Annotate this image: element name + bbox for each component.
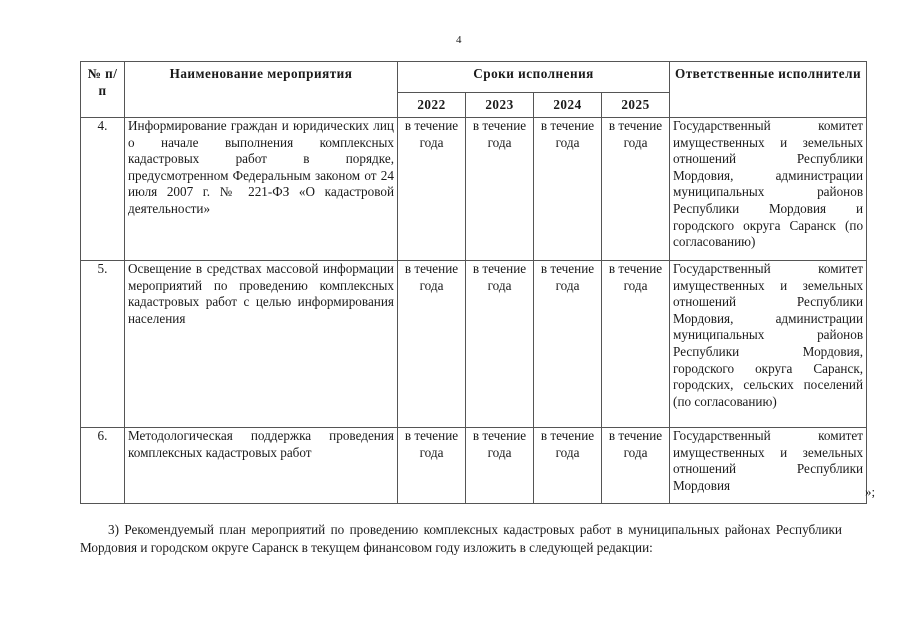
term-cell: в течение года	[398, 428, 466, 504]
row-number: 6.	[81, 428, 125, 504]
header-year: 2022	[398, 93, 466, 118]
measure-name: Информирование граждан и юридических лиц о начале выполнения комплексных кадастровых работ в порядке, предусмотренном Федеральным законом от 24 июля 2007 г. № 221-ФЗ «О кадастровой деятельности»	[125, 118, 398, 261]
term-cell: в течение года	[602, 118, 670, 261]
body-paragraph: 3) Рекомендуемый план мероприятий по проведению комплексных кадастровых работ в муниципальных районах Республики Мордовия и городском округе Саранск в текущем финансовом году изложить в следующей редакции:	[80, 522, 842, 555]
responsible-executors: Государственный комитет имущественных и земельных отношений Республики Мордовия, администрации муниципальных районов Республики Мордовия и городского округа Саранск (по согласованию)	[670, 118, 867, 261]
responsible-executors: Государственный комитет имущественных и земельных отношений Республики Мордовия	[670, 428, 867, 504]
header-year: 2025	[602, 93, 670, 118]
measure-name: Освещение в средствах массовой информации мероприятий по проведению комплексных кадастровых работ с целью информирования населения	[125, 261, 398, 428]
header-terms: Сроки исполнения	[398, 62, 670, 93]
term-cell: в течение года	[466, 118, 534, 261]
table-row	[81, 261, 867, 428]
header-year: 2023	[466, 93, 534, 118]
term-cell: в течение года	[534, 261, 602, 428]
term-cell: в течение года	[398, 118, 466, 261]
header-responsible: Ответственные исполнители	[670, 62, 867, 118]
table-row	[81, 428, 867, 504]
term-cell: в течение года	[602, 428, 670, 504]
measures-table	[80, 61, 867, 504]
row-number: 4.	[81, 118, 125, 261]
responsible-executors: Государственный комитет имущественных и земельных отношений Республики Мордовия, администрации муниципальных районов Республики Мордовия, городского округа Саранск, городских, сельских поселений (по согласованию)	[670, 261, 867, 428]
header-name: Наименование мероприятия	[125, 62, 398, 118]
term-cell: в течение года	[602, 261, 670, 428]
table-row	[81, 118, 867, 261]
measure-name: Методологическая поддержка проведения комплексных кадастровых работ	[125, 428, 398, 504]
term-cell: в течение года	[534, 428, 602, 504]
header-num: № п/п	[81, 62, 125, 118]
term-cell: в течение года	[466, 428, 534, 504]
closing-quote: »;	[865, 484, 876, 499]
header-year: 2024	[534, 93, 602, 118]
page-number: 4	[456, 34, 462, 46]
term-cell: в течение года	[466, 261, 534, 428]
term-cell: в течение года	[534, 118, 602, 261]
row-number: 5.	[81, 261, 125, 428]
term-cell: в течение года	[398, 261, 466, 428]
